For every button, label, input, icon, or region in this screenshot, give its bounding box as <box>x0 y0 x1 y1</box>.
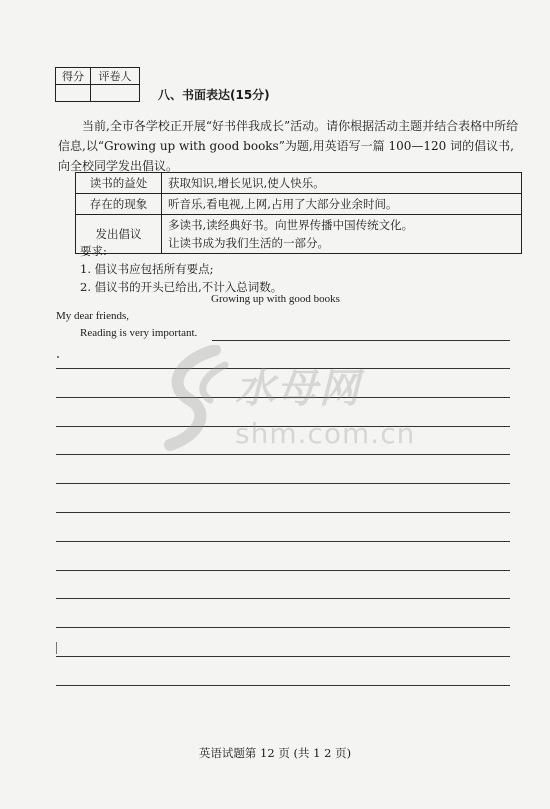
requirement-item: 2. 倡议书的开头已给出,不计入总词数。 <box>80 280 283 294</box>
writing-line[interactable] <box>56 541 510 542</box>
row-content: 获取知识,增长见识,使人快乐。 <box>162 173 522 194</box>
essay-title: Growing up with good books <box>211 293 340 305</box>
writing-line[interactable] <box>56 368 510 369</box>
page-footer: 英语试题第 12 页 (共 1 2 页) <box>198 746 352 760</box>
essay-greeting: My dear friends, <box>56 310 130 322</box>
watermark <box>160 345 440 465</box>
score-box <box>55 67 140 102</box>
score-cell <box>56 85 91 102</box>
writing-line[interactable] <box>56 483 510 484</box>
table-row <box>76 194 522 215</box>
score-label: 得分 <box>56 68 91 85</box>
table-row <box>76 173 522 194</box>
row-label: 存在的现象 <box>76 194 162 215</box>
writing-line[interactable] <box>56 627 510 628</box>
essay-first-line: Reading is very important. <box>80 327 198 339</box>
section-title: 八、书面表达(15分) <box>158 88 270 102</box>
writing-line[interactable] <box>56 685 510 686</box>
row-label: 读书的益处 <box>76 173 162 194</box>
row-content: 听音乐,看电视,上网,占用了大部分业余时间。 <box>162 194 522 215</box>
requirements-heading: 要求: <box>80 244 107 258</box>
row-content: 多读书,读经典好书。向世界传播中国传统文化。 让读书成为我们生活的一部分。 <box>162 215 522 254</box>
scan-speck <box>57 356 59 358</box>
row-label: 发出倡议 <box>76 215 162 254</box>
writing-line[interactable] <box>56 656 510 657</box>
watermark-url: shm.com.cn <box>235 417 416 450</box>
task-instructions: 当前,全市各学校正开展“好书伴我成长”活动。请你根据活动主题并结合表格中所给信息,以“Growing up with good books”为题,用英语写一篇 100—120 词的倡议书,向全校同学发出倡议。 <box>58 119 519 173</box>
grader-cell <box>91 85 140 102</box>
writing-line[interactable] <box>56 397 510 398</box>
grader-label: 评卷人 <box>91 68 140 85</box>
writing-line[interactable] <box>56 454 510 455</box>
writing-line[interactable] <box>56 570 510 571</box>
watermark-logo-icon <box>160 345 240 455</box>
writing-line[interactable] <box>56 426 510 427</box>
writing-line[interactable] <box>212 340 510 341</box>
writing-line[interactable] <box>56 598 510 599</box>
watermark-brand: 水母网 <box>235 366 361 412</box>
requirements <box>80 242 282 296</box>
writing-line[interactable] <box>56 512 510 513</box>
scan-mark <box>56 642 57 654</box>
requirement-item: 1. 倡议书应包括所有要点; <box>80 262 214 276</box>
